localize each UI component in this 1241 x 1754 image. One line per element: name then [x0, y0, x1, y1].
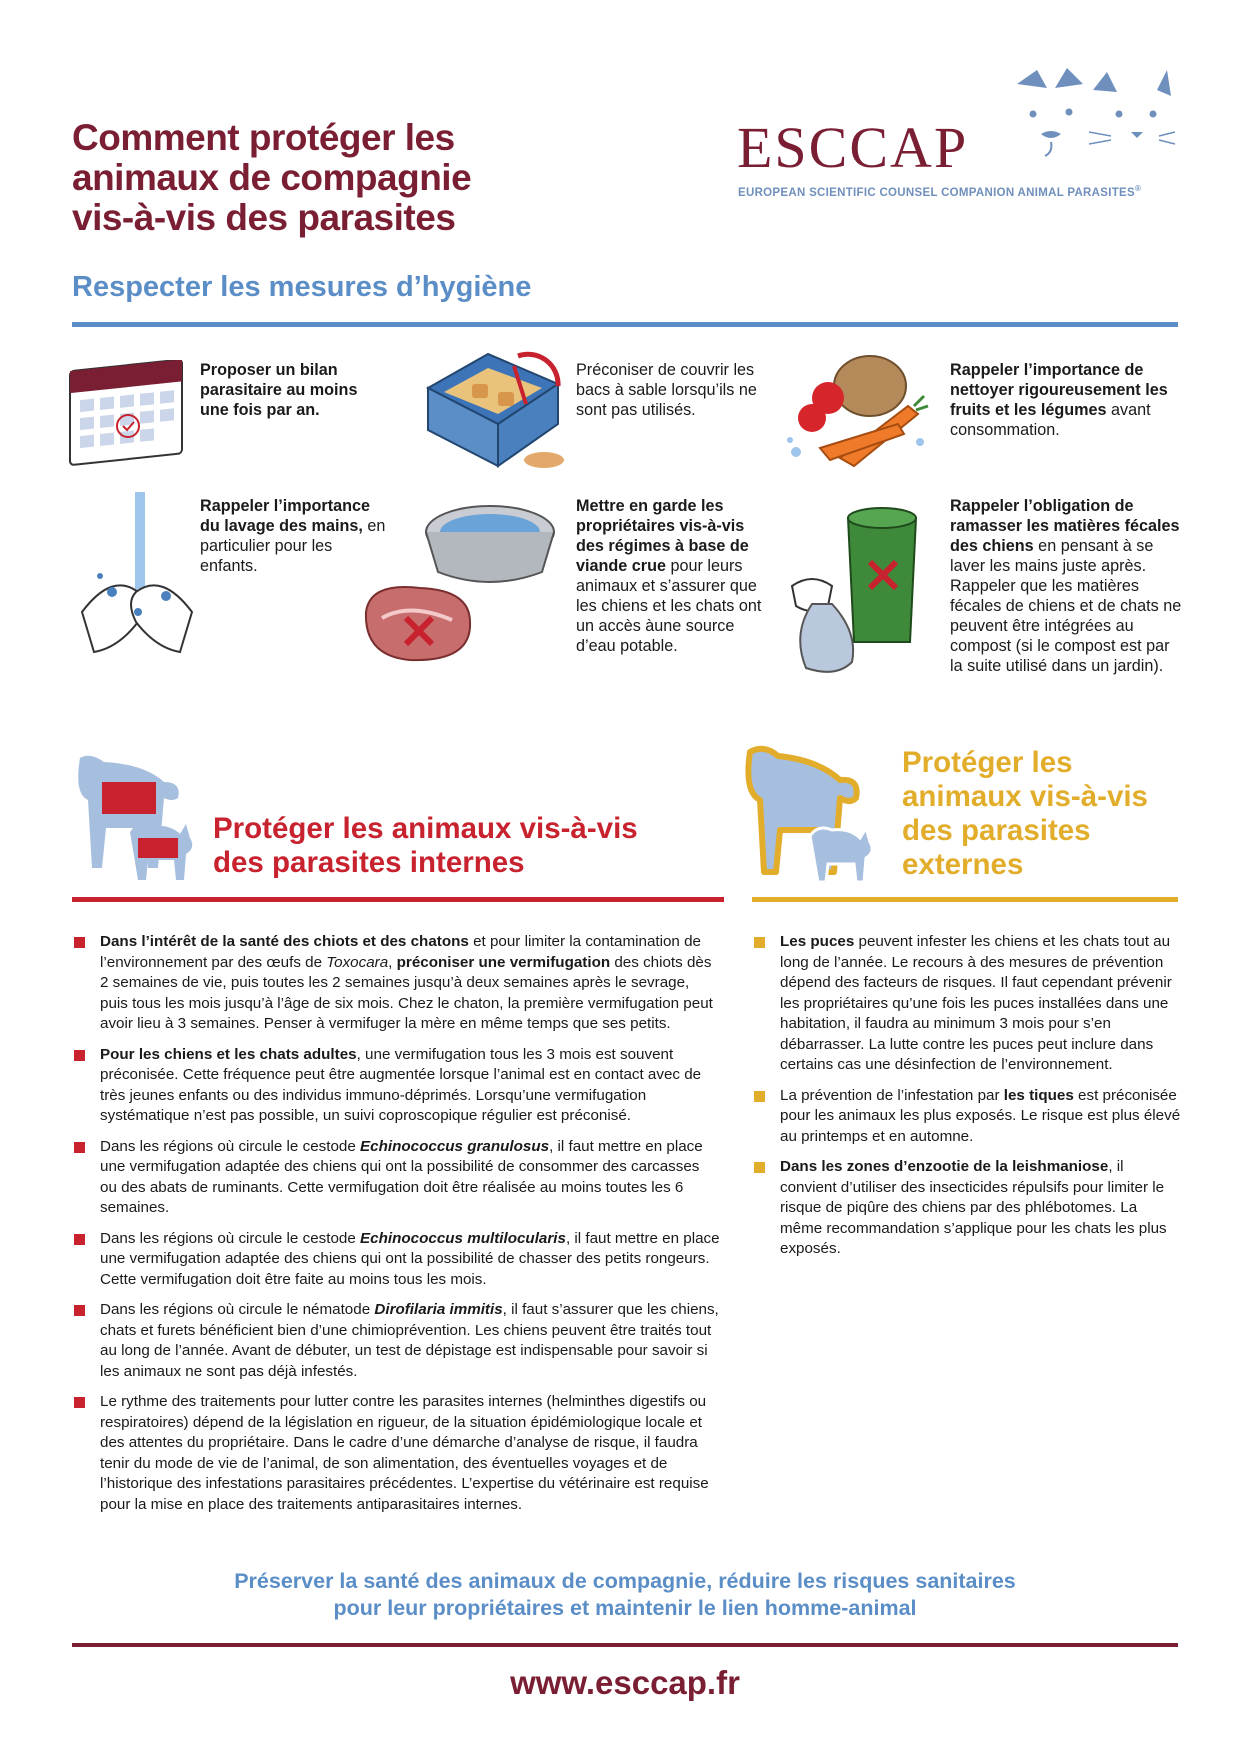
- external-parasites-list: [752, 932, 1182, 1270]
- external-parasite-item: [752, 932, 1182, 1076]
- text-run: Les puces: [780, 933, 855, 950]
- text-run: pour leurs animaux et s’assurer que les chiens et les chats ont un accès àune source d’eau potable.: [576, 557, 762, 655]
- calendar-icon: [62, 360, 190, 472]
- text-run: Pour les chiens et les chats adultes: [100, 1045, 357, 1063]
- text-run: La prévention de l’infestation par: [780, 1086, 1004, 1104]
- text-run: , il convient d’utiliser des insecticides répulsifs pour limiter le risque de piqûre des chiens par des phlébotomes. La même recommandation s’applique pour les chats les plus exposés.: [780, 1158, 1167, 1257]
- logo-subtitle: [738, 184, 1141, 199]
- water-bowl-raw-meat-icon: [360, 492, 560, 672]
- text-run: Toxocara: [326, 953, 389, 971]
- internal-parasite-item-text: [100, 1138, 703, 1217]
- text-run: Rappeler l’obligation de ramasser les matières fécales des chiens: [950, 497, 1180, 555]
- text-run: Dans les régions où circule le cestode: [100, 1137, 361, 1155]
- logo-wordmark: ESCCAP: [737, 115, 969, 180]
- text-run: Rappeler l’importance du lavage des mains,: [200, 497, 371, 535]
- registered-mark: ®: [1135, 184, 1142, 193]
- bullet-square-icon: [754, 1091, 765, 1102]
- external-section-divider: [752, 897, 1178, 902]
- text-run: Le rythme des traitements pour lutter contre les parasites internes (helminthes digestifs ou respiratoires) dépend de la législation en rigueur, de la situation épidémiologique locale et des attentes du propriétaire. Dans le cadre d’une démarche d’analyse de risque, il faudra tenir du mode de vie de l’animal, de son alimentation, des éventuelles voyages et de l’historique des infestations parasitaires précédentes. L’expertise du vétérinaire est requise pour la mise en place des traitements antiparasitaires internes.: [100, 1393, 709, 1513]
- text-run: ,: [388, 953, 397, 971]
- external-parasite-item-text: [780, 1158, 1167, 1257]
- text-run: Dirofilaria immitis: [374, 1301, 503, 1318]
- page-title: [72, 118, 592, 238]
- washing-hands-icon: [72, 492, 204, 672]
- text-run: Dans les zones d’enzootie de la leishmaniose: [780, 1158, 1109, 1175]
- text-run: Dans l’intérêt de la santé des chiots et des chatons: [100, 933, 469, 950]
- text-run: est préconisée pour les animaux les plus exposés. Le risque est plus élevé au printemps et en automne.: [780, 1086, 1181, 1145]
- external-parasites-title: [902, 746, 1192, 882]
- text-run: , il faut mettre en place une vermifugation adaptée des chiens qui ont la possibilité de chasser des petits rongeurs. Cette vermifugation doit être faite au moins tous les mois.: [100, 1229, 720, 1288]
- hygiene-tip-vegetables: [950, 360, 1182, 440]
- external-parasite-item-text: [780, 933, 1172, 1073]
- text-run: Préconiser de couvrir les bacs à sable lorsqu’ils ne sont pas utilisés.: [576, 361, 757, 419]
- bullet-square-icon: [754, 937, 765, 948]
- internal-parasite-item-text: [100, 1046, 701, 1125]
- footer-tagline: [72, 1568, 1178, 1622]
- page-title-line: animaux de compagnie: [72, 157, 472, 198]
- internal-title-line: des parasites internes: [213, 846, 525, 879]
- text-run: Rappeler l’importance de nettoyer rigoureusement les fruits et les légumes: [950, 361, 1168, 419]
- vegetables-icon: [780, 348, 930, 478]
- text-run: Echinococcus multilocularis: [360, 1229, 566, 1247]
- text-run: Echinococcus granulosus: [360, 1137, 550, 1155]
- text-run: Mettre en garde les propriétaires vis-à-vis des régimes à base de viande crue: [576, 497, 749, 575]
- section-divider: [72, 322, 1178, 327]
- bullet-square-icon: [74, 1234, 85, 1245]
- text-run: et pour limiter la contamination de l’environnement par des œufs de: [100, 933, 701, 971]
- internal-title-line: Protéger les animaux vis-à-vis: [213, 812, 638, 845]
- text-run: Dans les régions où circule le cestode: [100, 1229, 361, 1247]
- internal-parasite-item-text: [100, 933, 713, 1032]
- internal-parasite-item: [72, 1300, 720, 1382]
- compost-bin-icon: [778, 500, 928, 680]
- text-run: avant consommation.: [950, 401, 1151, 439]
- dog-cat-silhouette-icon: [72, 748, 202, 880]
- bullet-square-icon: [74, 1397, 85, 1408]
- hygiene-tip-raw-meat: [576, 496, 772, 656]
- text-run: , il faut s’assurer que les chiens, chats et furets bénéficient bien d’une chimioprévention. Les chiens peuvent être traités tout au long de l’année. Avant de débuter, un test de dépistage est indispensable pour savoir si les animaux ne sont pas déjà infestés.: [100, 1301, 719, 1380]
- website-link[interactable]: www.esccap.fr: [510, 1664, 740, 1701]
- external-title-line: animaux vis-à-vis: [902, 780, 1148, 813]
- text-run: en pensant à se laver les mains juste après. Rappeler que les matières fécales de chiens et de chats ne peuvent être intégrées au compost (si le compost est par la suite utilisé dans un jardin).: [950, 537, 1182, 675]
- text-run: Dans les régions où circule le nématode: [100, 1301, 375, 1318]
- internal-parasite-item-text: [100, 1393, 709, 1513]
- sandbox-icon: [418, 348, 568, 478]
- bullet-square-icon: [74, 1305, 85, 1316]
- hygiene-tip-handwashing: [200, 496, 390, 576]
- text-run: des chiots dès 2 semaines de vie, puis toutes les 2 semaines jusqu’à deux semaines après le sevrage, puis tous les mois jusqu’à l’âge de six mois. Chez le chaton, la première vermifugation peut avoir lieu à 3 semaines. Penser à vermifuger la mère en même temps que ses petits.: [100, 953, 713, 1032]
- footer-tagline-line: Préserver la santé des animaux de compagnie, réduire les risques sanitaires: [234, 1569, 1016, 1593]
- hygiene-tip-feces: [950, 496, 1182, 676]
- external-parasite-item: [752, 1086, 1182, 1148]
- text-run: préconiser une vermifugation: [396, 953, 611, 971]
- external-parasite-item: [752, 1157, 1182, 1260]
- page-title-line: Comment protéger les: [72, 117, 455, 158]
- page-title-line: vis-à-vis des parasites: [72, 197, 456, 238]
- internal-parasite-item: [72, 1392, 720, 1515]
- external-title-line: externes: [902, 848, 1024, 881]
- footer-divider: [72, 1643, 1178, 1647]
- internal-parasite-item-text: [100, 1301, 719, 1380]
- internal-parasite-item: [72, 1229, 720, 1291]
- text-run: , une vermifugation tous les 3 mois est souvent préconisée. Cette fréquence peut être augmentée lorsque l’animal est en contact avec de très jeunes enfants ou des individus immuno-déprimés. Lorsqu’une vermifugation systématique n’est pas possible, un suivi coproscopique régulier est préconisé.: [100, 1045, 702, 1124]
- hygiene-section-title: Respecter les mesures d’hygiène: [72, 271, 532, 303]
- footer-tagline-line: pour leur propriétaires et maintenir le lien homme-animal: [333, 1596, 917, 1620]
- text-run: peuvent infester les chiens et les chats tout au long de l’année. Le recours à des mesures de prévention dépend des facteurs de risques. Il faut cependant prévenir les propriétaires qu’une fois les puces installées dans une habitation, il faudra au minimum 3 mois pour s’en débarrasser. La lutte contre les puces peut inclure dans certains cas une désinfection de l’environnement.: [780, 933, 1172, 1073]
- external-parasite-item-text: [780, 1087, 1180, 1145]
- bullet-square-icon: [74, 1050, 85, 1061]
- text-run: en particulier pour les enfants.: [200, 517, 386, 575]
- bullet-square-icon: [74, 937, 85, 948]
- internal-parasite-item: [72, 1045, 720, 1127]
- text-run: Proposer un bilan parasitaire au moins une fois par an.: [200, 361, 358, 419]
- external-title-line: Protéger les: [902, 746, 1073, 779]
- internal-parasites-list: [72, 932, 720, 1525]
- internal-parasite-item-text: [100, 1230, 720, 1288]
- internal-section-divider: [72, 897, 724, 902]
- internal-parasite-item: [72, 1137, 720, 1219]
- hygiene-tip-sandbox: [576, 360, 776, 420]
- internal-parasites-title: [213, 812, 638, 880]
- esccap-logo: [725, 62, 1180, 212]
- logo-subtitle-text: EUROPEAN SCIENTIFIC COUNSEL COMPANION ANIMAL PARASITES: [738, 186, 1136, 199]
- internal-parasite-item: [72, 932, 720, 1035]
- bullet-square-icon: [754, 1162, 765, 1173]
- dog-cat-face-icon: [1007, 62, 1177, 172]
- hygiene-tip-annual-check: [200, 360, 390, 420]
- text-run: les tiques: [1003, 1086, 1074, 1104]
- dog-cat-outline-icon: [740, 740, 878, 886]
- text-run: , il faut mettre en place une vermifugation adaptée des chiens qui ont la possibilité de consommer des carcasses ou des abats de ruminants. Cette vermifugation doit être réalisée au moins toutes les 6 semaines.: [100, 1137, 703, 1216]
- bullet-square-icon: [74, 1142, 85, 1153]
- external-title-line: des parasites: [902, 814, 1091, 847]
